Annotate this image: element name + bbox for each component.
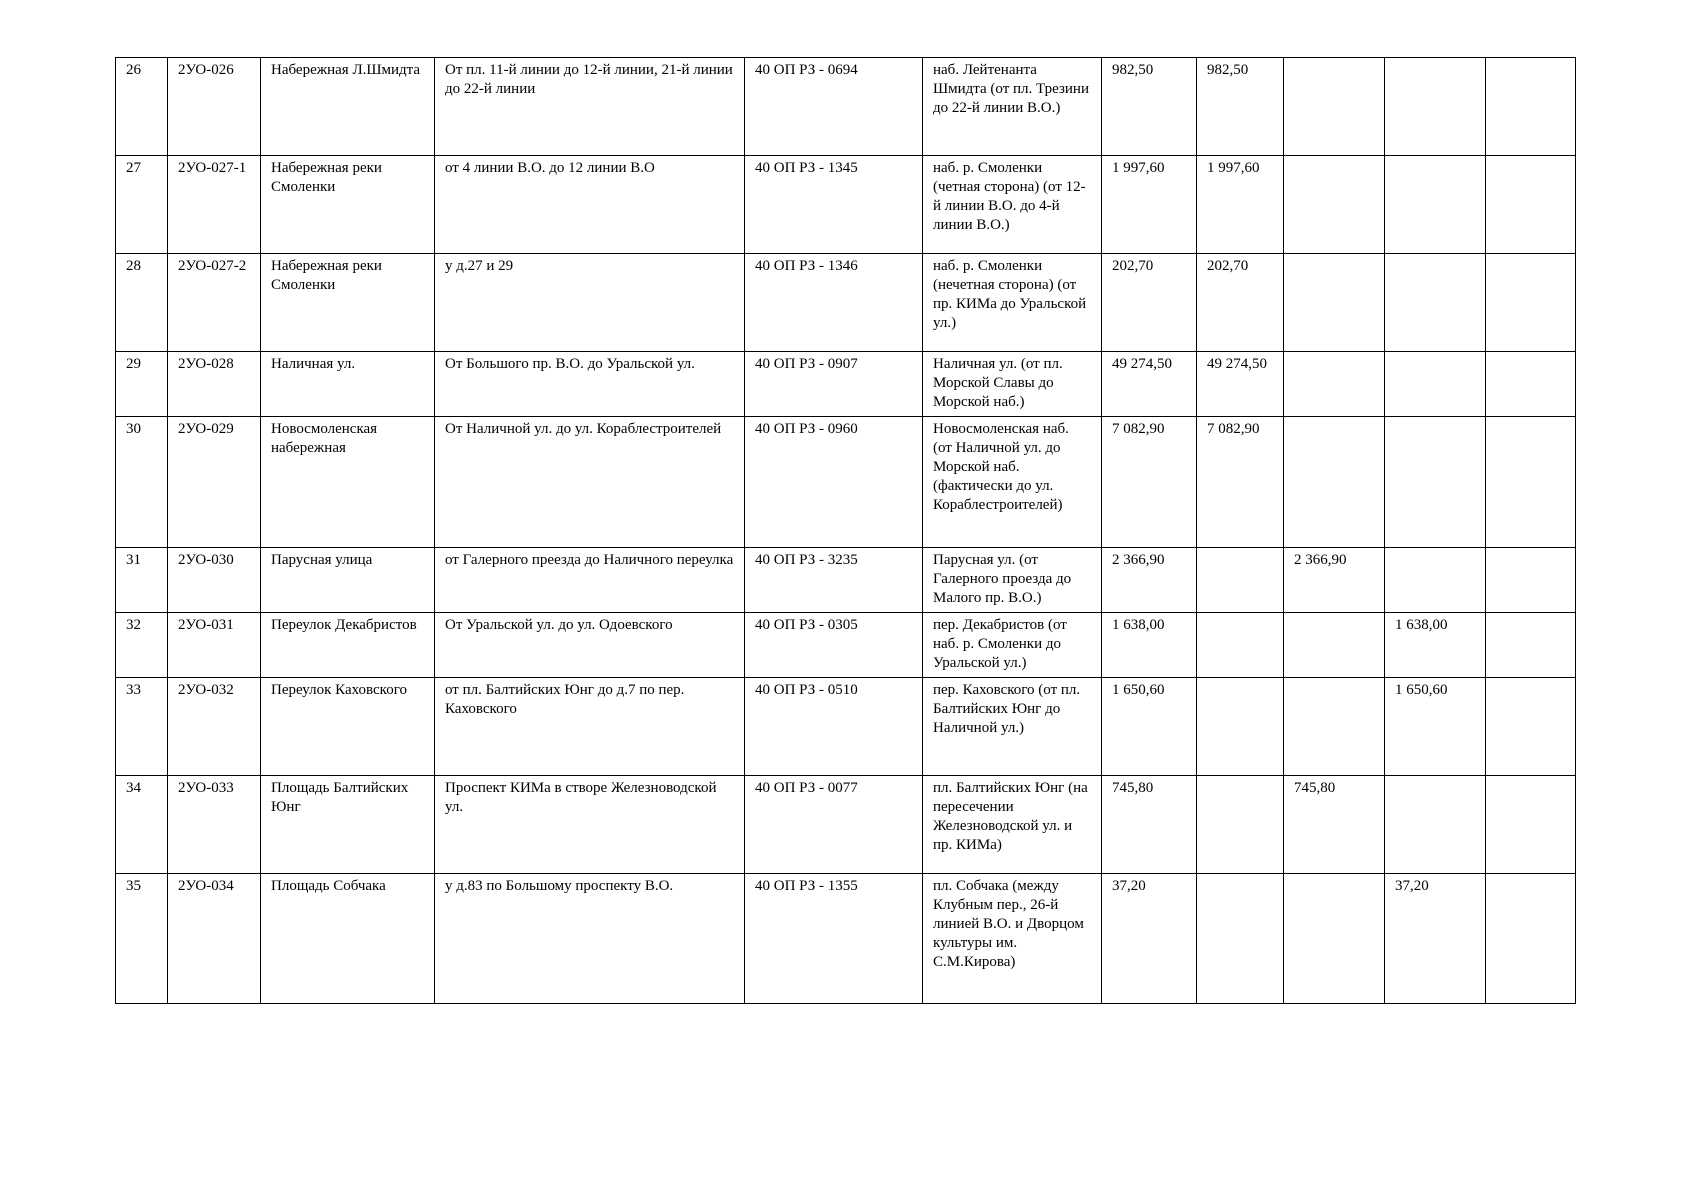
table-row	[116, 678, 1576, 776]
code-cell: 2УО-027-1	[168, 156, 261, 254]
road-description-cell: Парусная ул. (от Галерного проезда до Малого пр. В.О.)	[923, 548, 1102, 613]
row-number-cell: 31	[116, 548, 168, 613]
row-number-cell: 32	[116, 613, 168, 678]
road-id-cell: 40 ОП РЗ - 0305	[745, 613, 923, 678]
area-col-3-cell	[1385, 58, 1486, 156]
area-col-2-cell	[1284, 352, 1385, 417]
area-col-4-cell	[1486, 613, 1576, 678]
code-cell: 2УО-033	[168, 776, 261, 874]
section-cell: у д.83 по Большому проспекту В.О.	[435, 874, 745, 1004]
total-area-cell: 49 274,50	[1102, 352, 1197, 417]
area-col-4-cell	[1486, 776, 1576, 874]
area-col-3-cell	[1385, 417, 1486, 548]
row-number-cell: 34	[116, 776, 168, 874]
section-cell: От пл. 11-й линии до 12-й линии, 21-й линии до 22-й линии	[435, 58, 745, 156]
row-number-cell: 30	[116, 417, 168, 548]
area-col-4-cell	[1486, 548, 1576, 613]
area-col-1-cell	[1197, 776, 1284, 874]
area-col-4-cell	[1486, 417, 1576, 548]
area-col-3-cell: 1 650,60	[1385, 678, 1486, 776]
road-id-cell: 40 ОП РЗ - 0510	[745, 678, 923, 776]
road-description-cell: наб. р. Смоленки (нечетная сторона) (от пр. КИМа до Уральской ул.)	[923, 254, 1102, 352]
row-number-cell: 29	[116, 352, 168, 417]
table-row	[116, 417, 1576, 548]
row-number-cell: 27	[116, 156, 168, 254]
table-row	[116, 613, 1576, 678]
area-col-2-cell	[1284, 613, 1385, 678]
row-number-cell: 33	[116, 678, 168, 776]
road-description-cell: Новосмоленская наб. (от Наличной ул. до Морской наб. (фактически до ул. Кораблестроителей)	[923, 417, 1102, 548]
area-col-2-cell: 745,80	[1284, 776, 1385, 874]
total-area-cell: 1 997,60	[1102, 156, 1197, 254]
section-cell: От Большого пр. В.О. до Уральской ул.	[435, 352, 745, 417]
table-row	[116, 156, 1576, 254]
road-description-cell: наб. Лейтенанта Шмидта (от пл. Трезини до 22-й линии В.О.)	[923, 58, 1102, 156]
area-col-4-cell	[1486, 254, 1576, 352]
table-row	[116, 352, 1576, 417]
total-area-cell: 7 082,90	[1102, 417, 1197, 548]
code-cell: 2УО-030	[168, 548, 261, 613]
section-cell: От Уральской ул. до ул. Одоевского	[435, 613, 745, 678]
road-description-cell: пл. Собчака (между Клубным пер., 26-й линией В.О. и Дворцом культуры им. С.М.Кирова)	[923, 874, 1102, 1004]
area-col-1-cell: 982,50	[1197, 58, 1284, 156]
road-description-cell: пер. Декабристов (от наб. р. Смоленки до Уральской ул.)	[923, 613, 1102, 678]
code-cell: 2УО-031	[168, 613, 261, 678]
total-area-cell: 202,70	[1102, 254, 1197, 352]
street-name-cell: Площадь Собчака	[261, 874, 435, 1004]
area-col-1-cell	[1197, 613, 1284, 678]
area-col-3-cell: 1 638,00	[1385, 613, 1486, 678]
road-description-cell: пл. Балтийских Юнг (на пересечении Железноводской ул. и пр. КИМа)	[923, 776, 1102, 874]
area-col-3-cell	[1385, 548, 1486, 613]
table-row	[116, 58, 1576, 156]
area-col-1-cell: 202,70	[1197, 254, 1284, 352]
area-col-2-cell	[1284, 254, 1385, 352]
area-col-2-cell	[1284, 156, 1385, 254]
area-col-3-cell	[1385, 352, 1486, 417]
road-id-cell: 40 ОП РЗ - 0907	[745, 352, 923, 417]
street-name-cell: Площадь Балтийских Юнг	[261, 776, 435, 874]
road-id-cell: 40 ОП РЗ - 0694	[745, 58, 923, 156]
street-name-cell: Набережная реки Смоленки	[261, 156, 435, 254]
street-name-cell: Набережная Л.Шмидта	[261, 58, 435, 156]
road-description-cell: наб. р. Смоленки (четная сторона) (от 12-й линии В.О. до 4-й линии В.О.)	[923, 156, 1102, 254]
area-col-2-cell	[1284, 678, 1385, 776]
area-col-2-cell	[1284, 874, 1385, 1004]
street-name-cell: Парусная улица	[261, 548, 435, 613]
street-name-cell: Наличная ул.	[261, 352, 435, 417]
area-col-2-cell: 2 366,90	[1284, 548, 1385, 613]
code-cell: 2УО-027-2	[168, 254, 261, 352]
street-name-cell: Переулок Каховского	[261, 678, 435, 776]
table-row	[116, 548, 1576, 613]
total-area-cell: 2 366,90	[1102, 548, 1197, 613]
road-id-cell: 40 ОП РЗ - 1355	[745, 874, 923, 1004]
row-number-cell: 35	[116, 874, 168, 1004]
total-area-cell: 1 650,60	[1102, 678, 1197, 776]
total-area-cell: 37,20	[1102, 874, 1197, 1004]
roads-table	[115, 57, 1576, 1004]
street-name-cell: Переулок Декабристов	[261, 613, 435, 678]
road-id-cell: 40 ОП РЗ - 3235	[745, 548, 923, 613]
area-col-1-cell: 7 082,90	[1197, 417, 1284, 548]
table-row	[116, 776, 1576, 874]
code-cell: 2УО-032	[168, 678, 261, 776]
total-area-cell: 745,80	[1102, 776, 1197, 874]
area-col-4-cell	[1486, 678, 1576, 776]
area-col-1-cell: 1 997,60	[1197, 156, 1284, 254]
area-col-4-cell	[1486, 352, 1576, 417]
table-row	[116, 874, 1576, 1004]
section-cell: От Наличной ул. до ул. Кораблестроителей	[435, 417, 745, 548]
section-cell: Проспект КИМа в створе Железноводской ул.	[435, 776, 745, 874]
section-cell: от 4 линии В.О. до 12 линии В.О	[435, 156, 745, 254]
area-col-2-cell	[1284, 58, 1385, 156]
road-description-cell: Наличная ул. (от пл. Морской Славы до Морской наб.)	[923, 352, 1102, 417]
area-col-3-cell: 37,20	[1385, 874, 1486, 1004]
row-number-cell: 26	[116, 58, 168, 156]
table-row	[116, 254, 1576, 352]
area-col-1-cell	[1197, 548, 1284, 613]
section-cell: от Галерного преезда до Наличного переулка	[435, 548, 745, 613]
road-id-cell: 40 ОП РЗ - 1345	[745, 156, 923, 254]
section-cell: у д.27 и 29	[435, 254, 745, 352]
area-col-1-cell: 49 274,50	[1197, 352, 1284, 417]
total-area-cell: 1 638,00	[1102, 613, 1197, 678]
road-description-cell: пер. Каховского (от пл. Балтийских Юнг до Наличной ул.)	[923, 678, 1102, 776]
code-cell: 2УО-026	[168, 58, 261, 156]
street-name-cell: Новосмоленская набережная	[261, 417, 435, 548]
area-col-3-cell	[1385, 254, 1486, 352]
area-col-4-cell	[1486, 156, 1576, 254]
street-name-cell: Набережная реки Смоленки	[261, 254, 435, 352]
area-col-3-cell	[1385, 776, 1486, 874]
code-cell: 2УО-034	[168, 874, 261, 1004]
code-cell: 2УО-029	[168, 417, 261, 548]
area-col-2-cell	[1284, 417, 1385, 548]
area-col-4-cell	[1486, 58, 1576, 156]
road-id-cell: 40 ОП РЗ - 1346	[745, 254, 923, 352]
code-cell: 2УО-028	[168, 352, 261, 417]
area-col-1-cell	[1197, 874, 1284, 1004]
total-area-cell: 982,50	[1102, 58, 1197, 156]
area-col-4-cell	[1486, 874, 1576, 1004]
table-body	[116, 58, 1576, 1004]
road-id-cell: 40 ОП РЗ - 0077	[745, 776, 923, 874]
area-col-1-cell	[1197, 678, 1284, 776]
section-cell: от пл. Балтийских Юнг до д.7 по пер. Каховского	[435, 678, 745, 776]
road-id-cell: 40 ОП РЗ - 0960	[745, 417, 923, 548]
row-number-cell: 28	[116, 254, 168, 352]
area-col-3-cell	[1385, 156, 1486, 254]
